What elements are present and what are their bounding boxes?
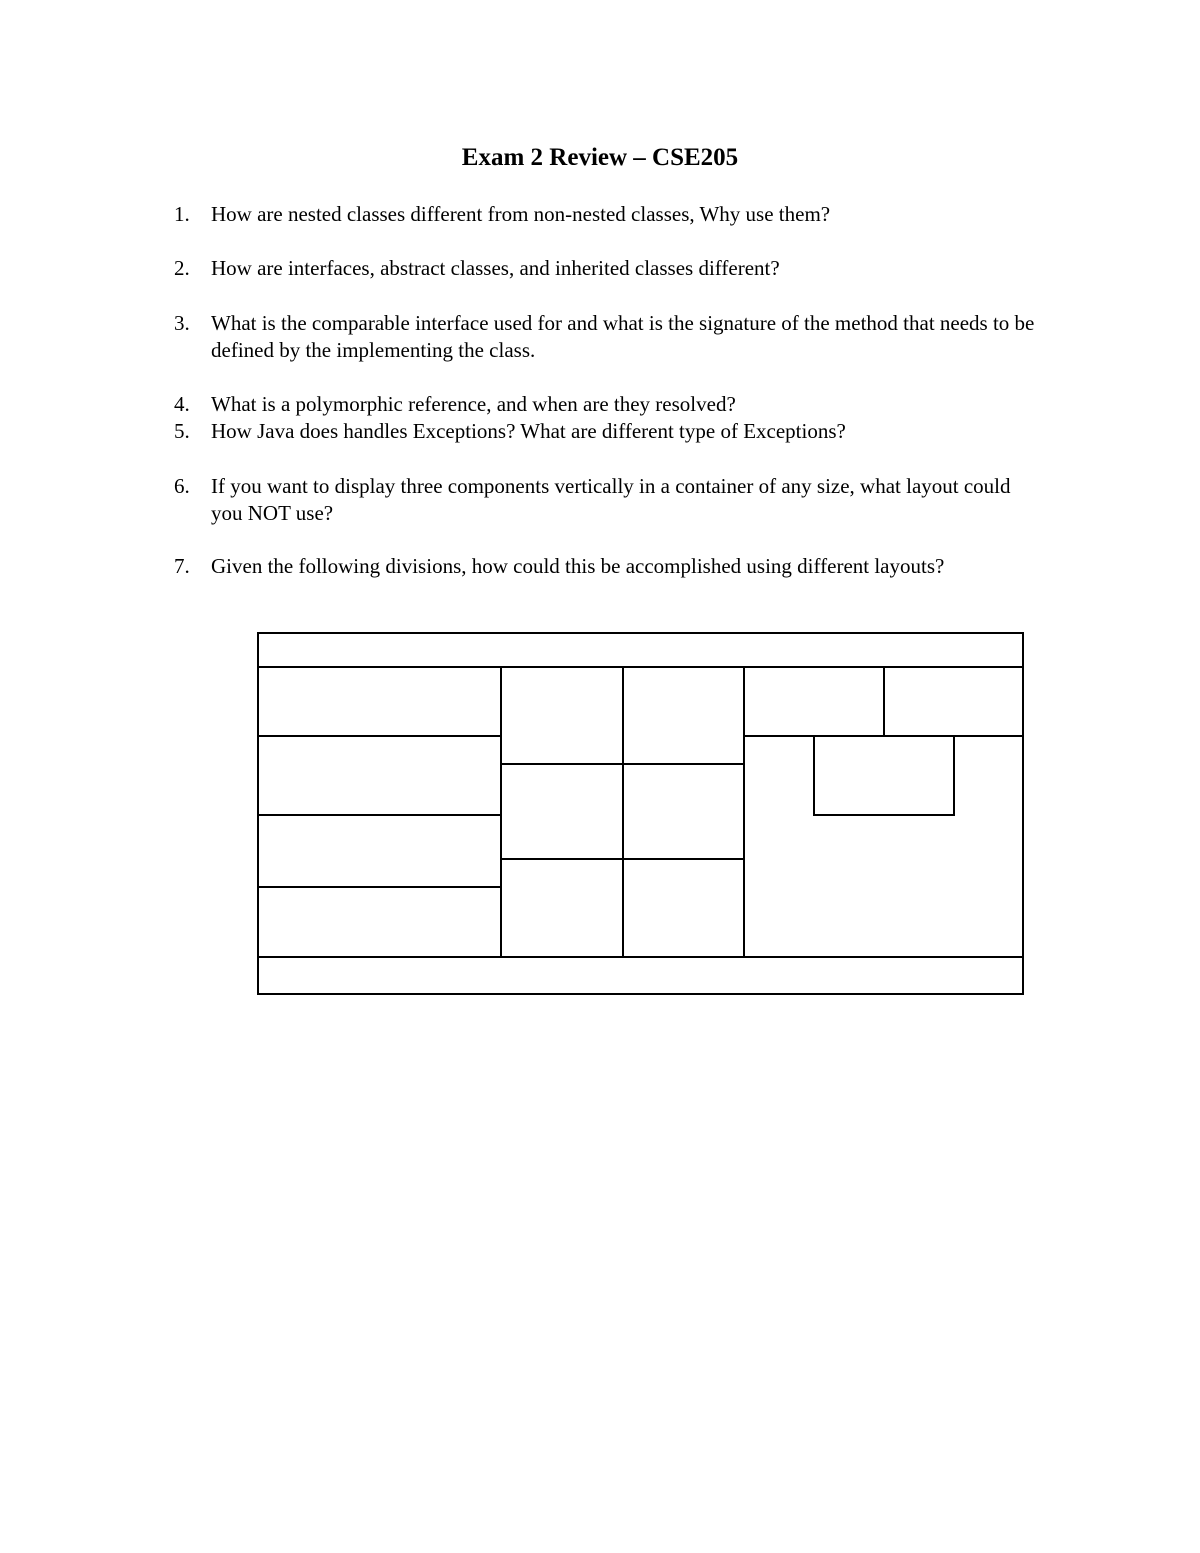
question-number: 1. [174,202,190,226]
question-number: 6. [174,474,190,498]
question-number: 5. [174,419,190,443]
question-text: If you want to display three components vertically in a container of any size, what layout could you NOT use? [211,474,1011,525]
question-number: 2. [174,256,190,280]
page-title: Exam 2 Review – CSE205 [461,144,739,171]
question-text: How Java does handles Exceptions? What are different type of Exceptions? [211,419,846,443]
diagram-inner-box [814,736,954,815]
question-text: What is the comparable interface used for and what is the signature of the method that needs to be defined by the implementing the class. [211,311,1035,362]
question-text: How are interfaces, abstract classes, and inherited classes different? [211,256,780,280]
question-number: 4. [174,392,190,416]
diagram-outer-border [258,633,1023,994]
question-text: How are nested classes different from non-nested classes, Why use them? [211,202,831,226]
question-text: What is a polymorphic reference, and when are they resolved? [211,392,736,416]
question-number: 3. [174,311,190,335]
question-text: Given the following divisions, how could this be accomplished using different layouts? [211,554,945,578]
question-number: 7. [174,554,190,578]
